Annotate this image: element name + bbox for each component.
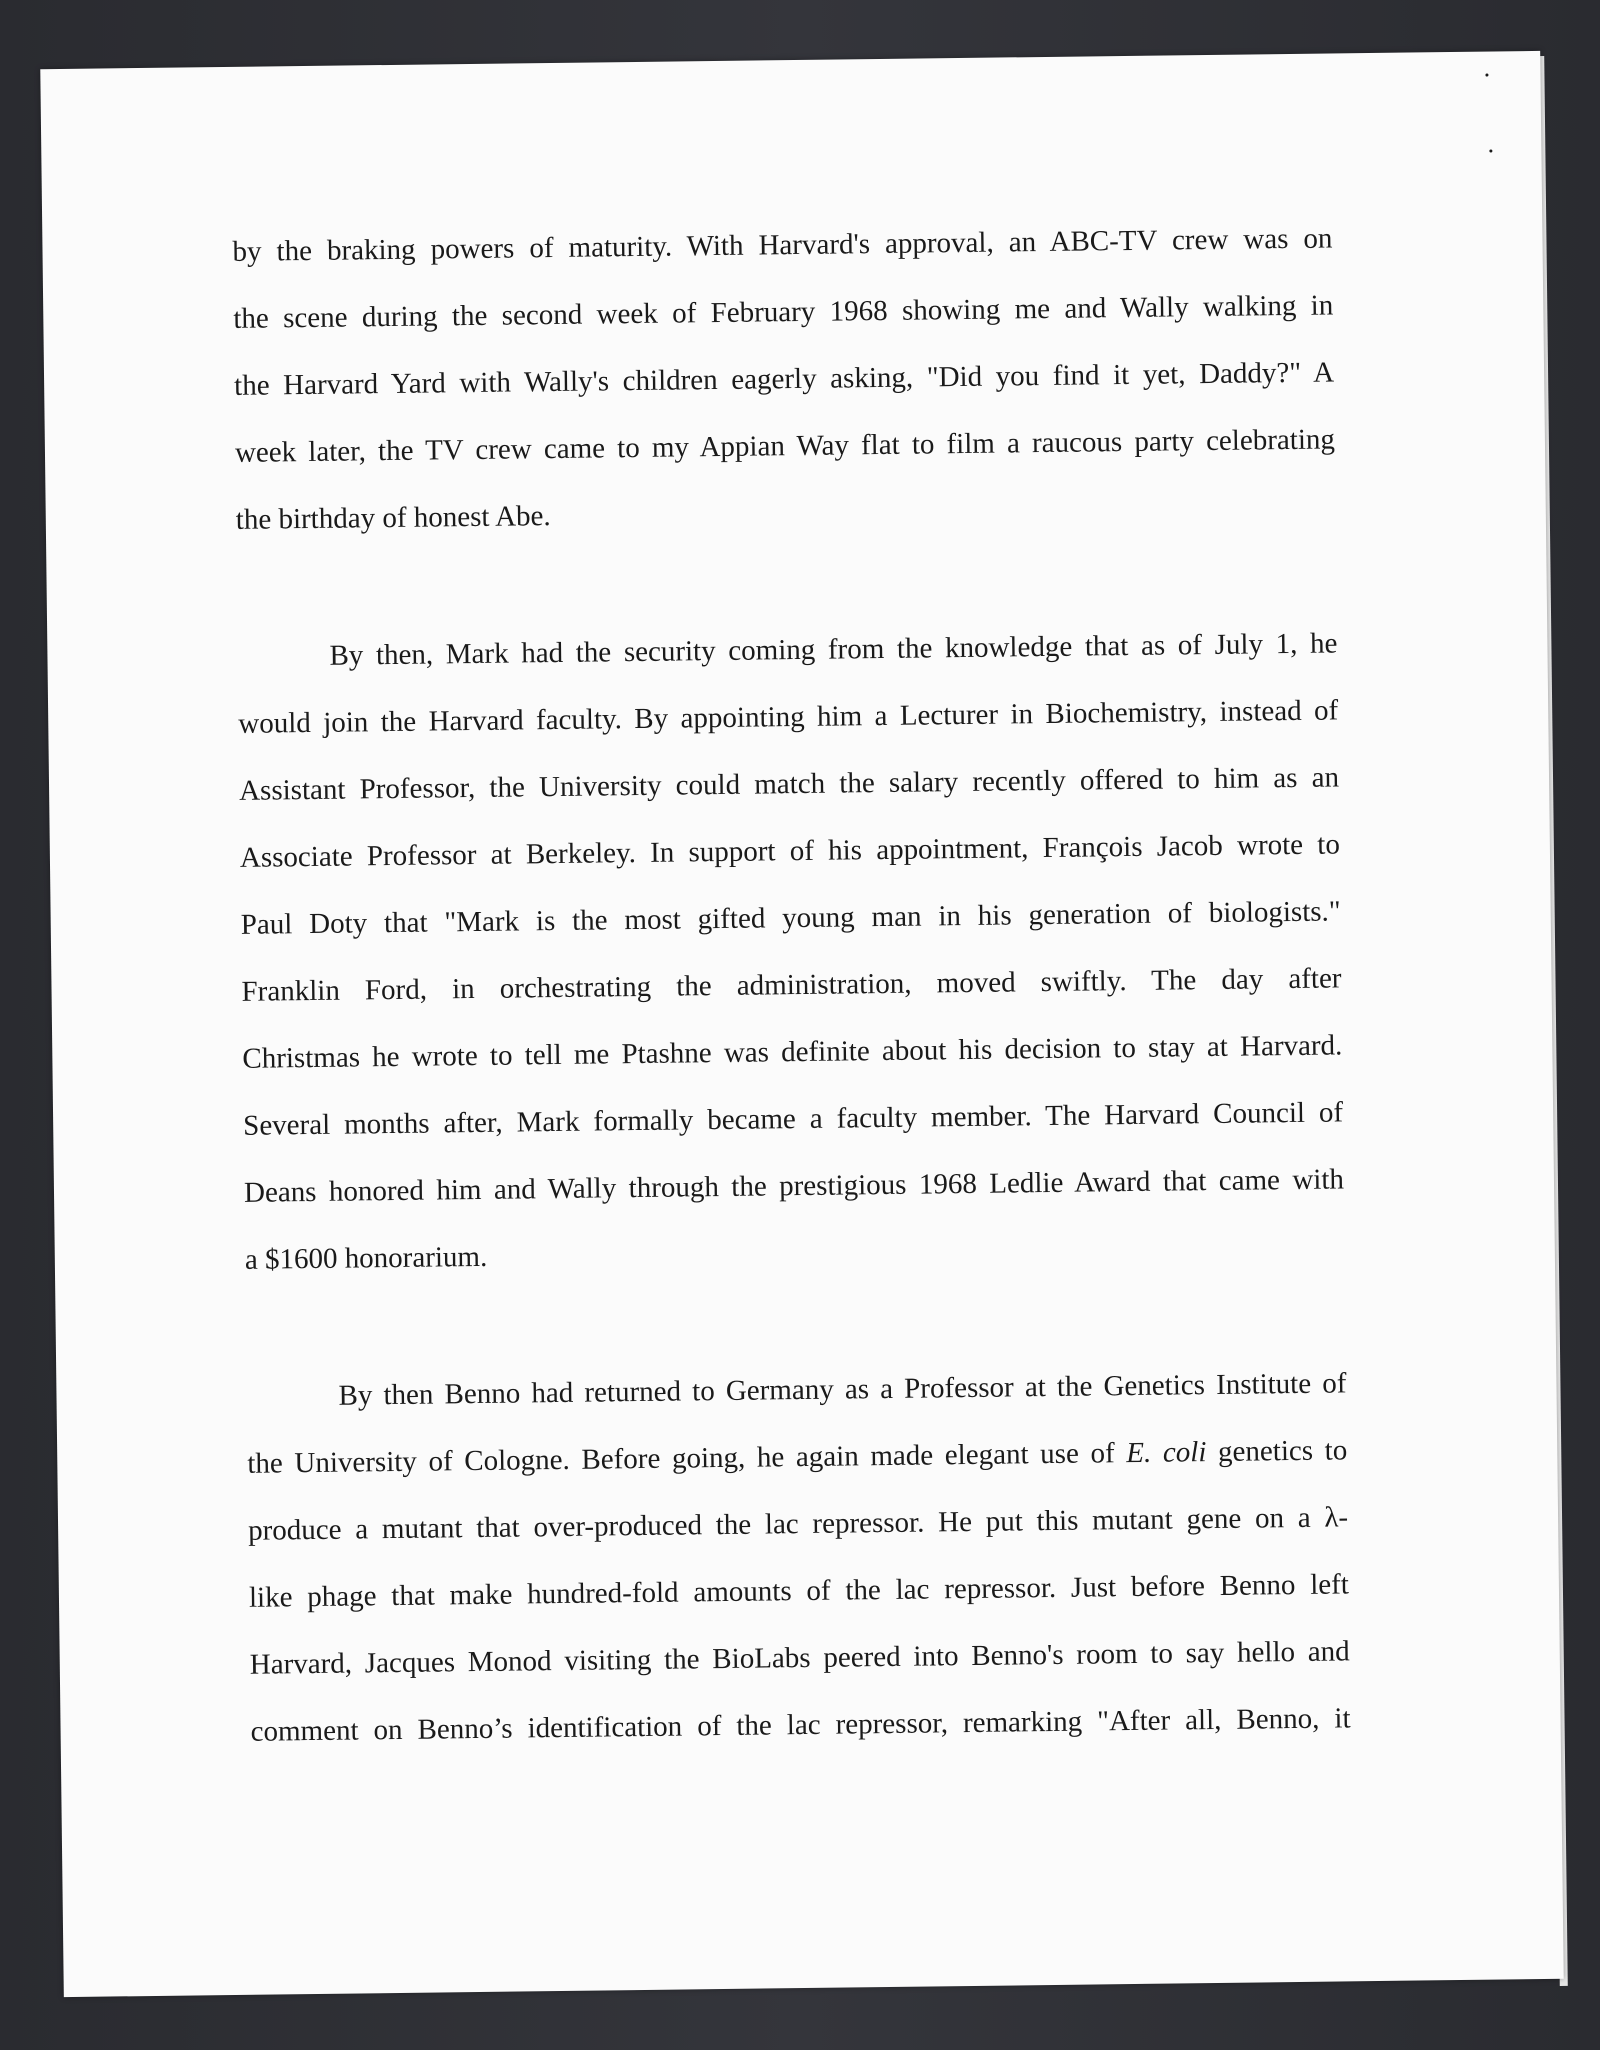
text-line: like phage that make hundred-fold amounts of the lac repressor. Just before Benno left bbox=[248, 1568, 1350, 1614]
text-line: Harvard, Jacques Monod visiting the BioLabs peered into Benno's room to say hello and bbox=[249, 1635, 1350, 1681]
text-line: Several months after, Mark formally became a faculty member. The Harvard Council of bbox=[243, 1096, 1344, 1142]
text-line: by the braking powers of maturity. With Harvard's approval, an ABC-TV crew was on bbox=[232, 222, 1333, 268]
paragraph-3 bbox=[246, 1350, 1351, 1765]
paragraph-1 bbox=[232, 205, 1336, 553]
text-line: comment on Benno’s identification of the lac repressor, remarking "After all, Benno, it bbox=[250, 1702, 1351, 1748]
text-line: produce a mutant that over-produced the lac repressor. He put this mutant gene on a λ- bbox=[247, 1501, 1349, 1547]
text-line: By then Benno had returned to Germany as a Professor at the Genetics Institute of bbox=[338, 1367, 1347, 1412]
text-line: Associate Professor at Berkeley. In support of his appointment, François Jacob wrote to bbox=[239, 828, 1341, 874]
text-line: the scene during the second week of February 1968 showing me and Wally walking in bbox=[233, 289, 1334, 335]
text-line: a $1600 honorarium. bbox=[244, 1240, 488, 1276]
paragraph-2 bbox=[237, 610, 1345, 1293]
text-line: the birthday of honest Abe. bbox=[235, 500, 551, 536]
dust-speck bbox=[1489, 150, 1492, 153]
text-line: By then, Mark had the security coming from the knowledge that as of July 1, he bbox=[329, 627, 1338, 672]
text-line: Christmas he wrote to tell me Ptashne was definite about his decision to stay at Harvard. bbox=[242, 1029, 1343, 1075]
text-line: the University of Cologne. Before going, he again made elegant use of E. coli genetics to bbox=[247, 1434, 1348, 1480]
body-text bbox=[232, 205, 1351, 1765]
text-line: the Harvard Yard with Wally's children eagerly asking, "Did you find it yet, Daddy?" A bbox=[233, 356, 1335, 402]
dust-speck bbox=[1485, 74, 1488, 77]
text-line: Paul Doty that "Mark is the most gifted young man in his generation of biologists." bbox=[240, 895, 1341, 941]
text-line: Franklin Ford, in orchestrating the administration, moved swiftly. The day after bbox=[241, 962, 1342, 1008]
text-line: would join the Harvard faculty. By appointing him a Lecturer in Biochemistry, instead of bbox=[238, 694, 1339, 740]
document-page bbox=[40, 51, 1563, 1997]
text-line: Assistant Professor, the University could match the salary recently offered to him as an bbox=[238, 761, 1340, 807]
species-name: E. coli bbox=[1126, 1436, 1207, 1470]
text-line: week later, the TV crew came to my Appian Way flat to film a raucous party celebrating bbox=[234, 423, 1336, 469]
text-line: Deans honored him and Wally through the prestigious 1968 Ledlie Award that came with bbox=[243, 1163, 1345, 1209]
